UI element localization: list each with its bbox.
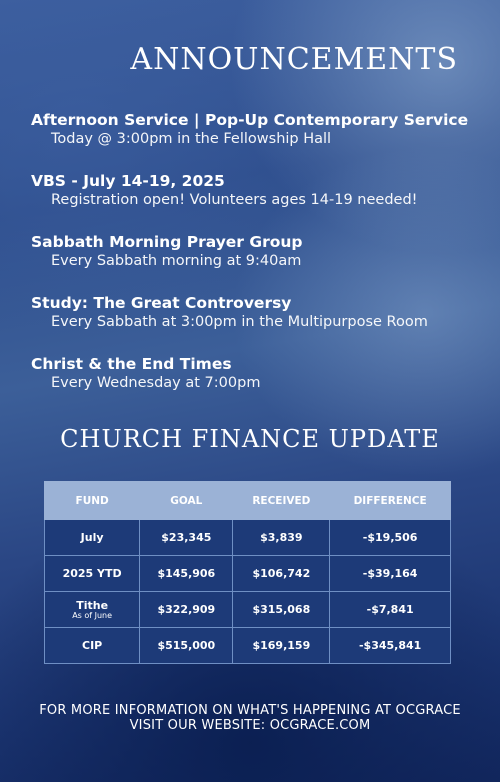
footer	[0, 703, 500, 733]
announcement-item	[31, 293, 481, 331]
announcement-detail: Every Sabbath morning at 9:40am	[51, 253, 302, 269]
column-header-fund: FUND	[45, 482, 140, 520]
announcement-heading: Afternoon Service | Pop-Up Contemporary Service	[31, 111, 469, 129]
received-cell: $3,839	[233, 520, 330, 556]
fund-name: Tithe	[76, 598, 109, 612]
fund-cell	[45, 556, 140, 592]
finance-table	[44, 481, 451, 664]
announcement-item	[31, 110, 481, 148]
received-cell: $315,068	[233, 592, 330, 628]
difference-cell: -$39,164	[330, 556, 451, 592]
announcement-heading: Christ & the End Times	[31, 355, 232, 373]
table-header-row	[45, 482, 451, 520]
column-header-received: RECEIVED	[233, 482, 330, 520]
announcement-item	[31, 171, 481, 209]
table-row	[45, 556, 451, 592]
announcement-heading: Study: The Great Controversy	[31, 294, 292, 312]
column-header-goal: GOAL	[140, 482, 233, 520]
footer-website-line: VISIT OUR WEBSITE: OCGRACE.COM	[129, 718, 371, 733]
announcement-item	[31, 354, 481, 392]
table-row	[45, 592, 451, 628]
announcement-detail: Every Wednesday at 7:00pm	[51, 375, 261, 391]
goal-cell: $515,000	[140, 628, 233, 664]
fund-note: As of June	[72, 610, 113, 620]
announcement-heading: Sabbath Morning Prayer Group	[31, 233, 303, 251]
fund-name: July	[80, 531, 104, 544]
announcement-heading: VBS - July 14-19, 2025	[31, 172, 225, 190]
difference-cell: -$7,841	[330, 592, 451, 628]
difference-cell: -$19,506	[330, 520, 451, 556]
announcement-detail: Every Sabbath at 3:00pm in the Multipurpose Room	[51, 314, 428, 330]
table-row	[45, 628, 451, 664]
fund-cell	[45, 520, 140, 556]
announcement-detail: Today @ 3:00pm in the Fellowship Hall	[51, 131, 332, 147]
table-row	[45, 520, 451, 556]
announcement-detail: Registration open! Volunteers ages 14-19 needed!	[51, 192, 418, 208]
page-title: ANNOUNCEMENTS	[130, 42, 458, 77]
fund-cell	[45, 592, 140, 628]
announcement-item	[31, 232, 481, 270]
finance-title: CHURCH FINANCE UPDATE	[60, 425, 440, 453]
received-cell: $169,159	[233, 628, 330, 664]
footer-info-line: FOR MORE INFORMATION ON WHAT'S HAPPENING AT OCGRACE	[39, 703, 461, 718]
fund-name: 2025 YTD	[62, 567, 122, 580]
fund-name: CIP	[82, 639, 103, 652]
goal-cell: $23,345	[140, 520, 233, 556]
difference-cell: -$345,841	[330, 628, 451, 664]
goal-cell: $145,906	[140, 556, 233, 592]
received-cell: $106,742	[233, 556, 330, 592]
fund-cell	[45, 628, 140, 664]
announcements-list	[31, 110, 481, 415]
column-header-difference: DIFFERENCE	[330, 482, 451, 520]
goal-cell: $322,909	[140, 592, 233, 628]
